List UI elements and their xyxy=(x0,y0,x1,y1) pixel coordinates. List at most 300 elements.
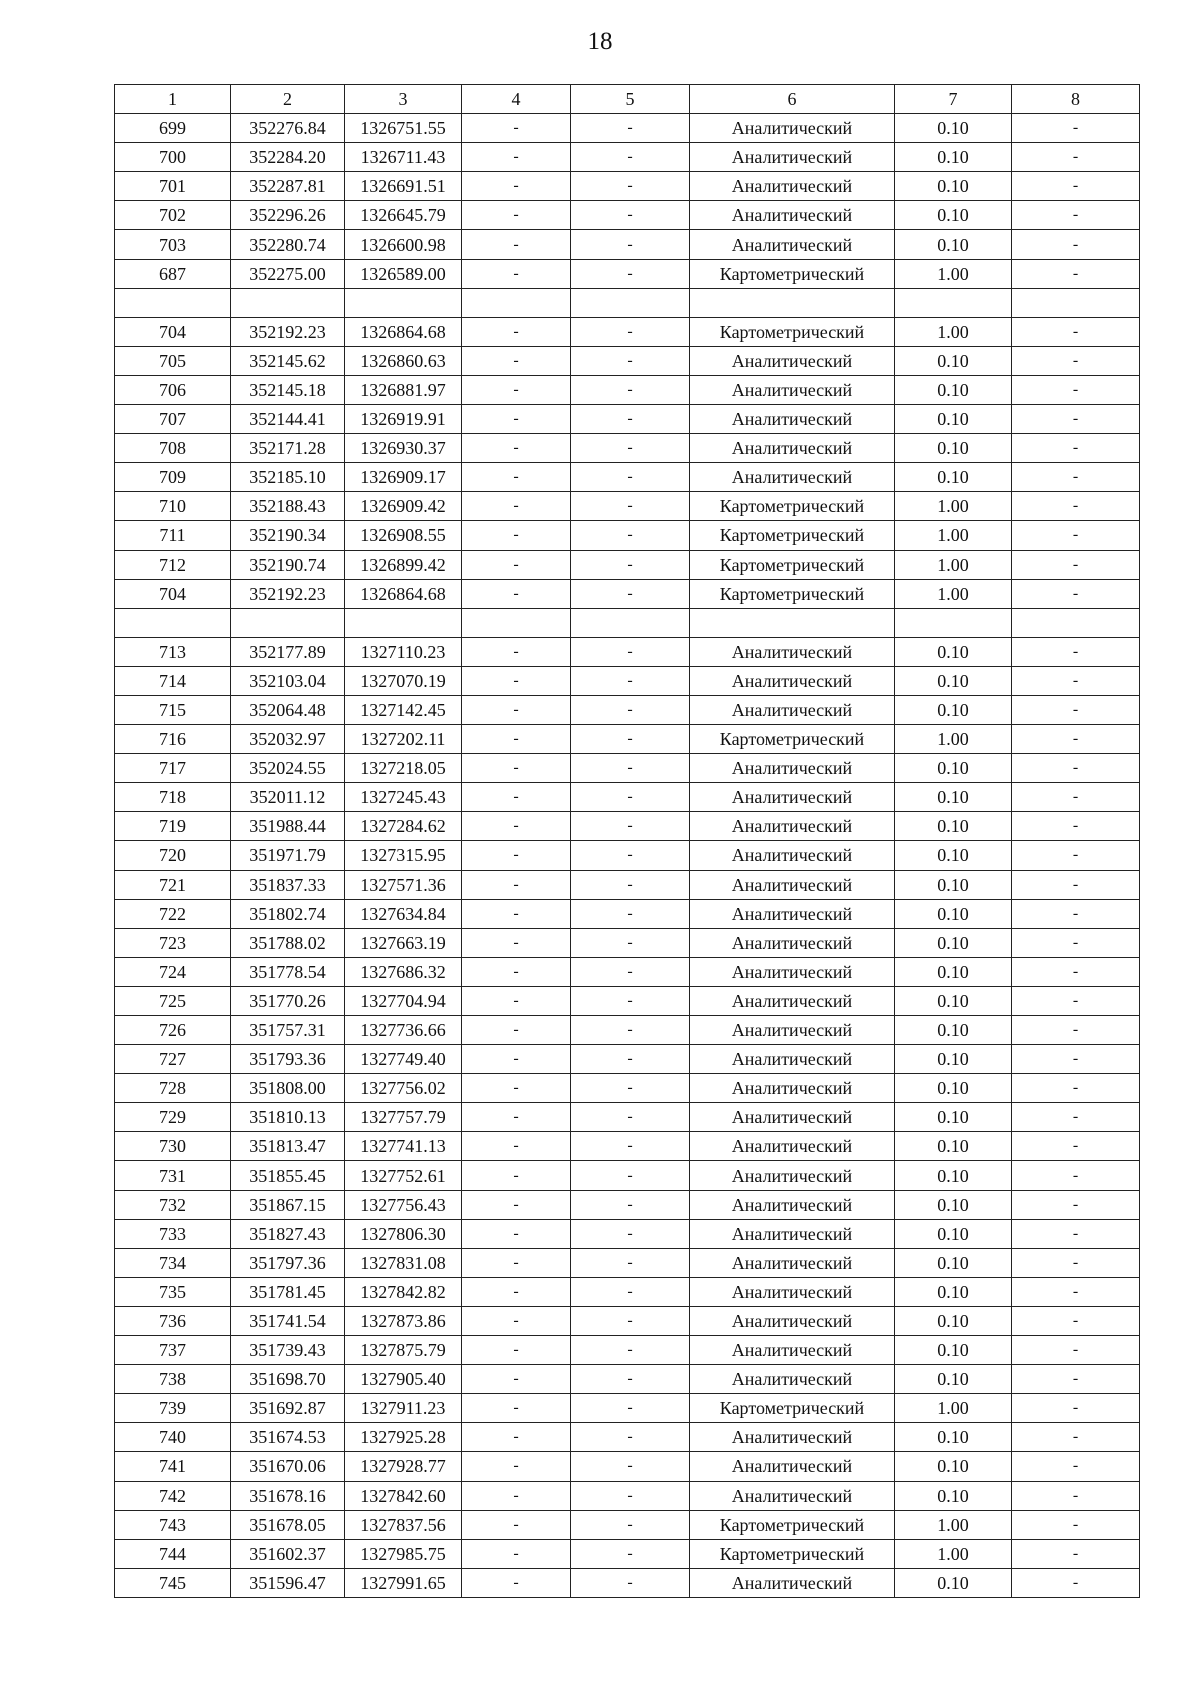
accuracy-cell: 0.10 xyxy=(895,1336,1012,1365)
x-coordinate-cell: 352177.89 xyxy=(231,637,345,666)
table-row xyxy=(115,1423,1140,1452)
accuracy-cell: 0.10 xyxy=(895,172,1012,201)
column-5-cell: - xyxy=(571,1394,690,1423)
column-8-cell: - xyxy=(1012,1306,1140,1335)
point-number-cell: 712 xyxy=(115,550,231,579)
y-coordinate-cell: 1327284.62 xyxy=(345,812,462,841)
y-coordinate-cell: 1326909.42 xyxy=(345,492,462,521)
column-8-cell: - xyxy=(1012,1074,1140,1103)
method-cell: Аналитический xyxy=(690,201,895,230)
table-row xyxy=(115,405,1140,434)
y-coordinate-cell: 1327757.79 xyxy=(345,1103,462,1132)
column-4-cell: - xyxy=(462,1190,571,1219)
method-cell: Аналитический xyxy=(690,1190,895,1219)
column-5-cell: - xyxy=(571,783,690,812)
method-cell: Аналитический xyxy=(690,986,895,1015)
column-5-cell: - xyxy=(571,1161,690,1190)
method-cell: Картометрический xyxy=(690,579,895,608)
y-coordinate-cell xyxy=(345,288,462,317)
accuracy-cell: 0.10 xyxy=(895,1219,1012,1248)
table-row xyxy=(115,1365,1140,1394)
point-number-cell: 711 xyxy=(115,521,231,550)
y-coordinate-cell: 1326600.98 xyxy=(345,230,462,259)
column-5-cell: - xyxy=(571,579,690,608)
column-4-cell: - xyxy=(462,1510,571,1539)
table-row xyxy=(115,1510,1140,1539)
table-row xyxy=(115,1161,1140,1190)
table-row xyxy=(115,1016,1140,1045)
point-number-cell: 721 xyxy=(115,870,231,899)
column-8-cell: - xyxy=(1012,1190,1140,1219)
method-cell: Аналитический xyxy=(690,1103,895,1132)
column-4-cell: - xyxy=(462,695,571,724)
y-coordinate-cell: 1327315.95 xyxy=(345,841,462,870)
column-5-cell: - xyxy=(571,1510,690,1539)
column-8-cell xyxy=(1012,608,1140,637)
table-row xyxy=(115,1452,1140,1481)
accuracy-cell: 0.10 xyxy=(895,899,1012,928)
point-number-cell: 699 xyxy=(115,114,231,143)
x-coordinate-cell: 352188.43 xyxy=(231,492,345,521)
column-5-cell: - xyxy=(571,870,690,899)
y-coordinate-cell: 1327985.75 xyxy=(345,1539,462,1568)
point-number-cell: 722 xyxy=(115,899,231,928)
point-number-cell: 737 xyxy=(115,1336,231,1365)
method-cell: Аналитический xyxy=(690,812,895,841)
coordinates-table xyxy=(114,84,1140,1598)
method-cell: Аналитический xyxy=(690,405,895,434)
point-number-cell: 708 xyxy=(115,434,231,463)
x-coordinate-cell: 352192.23 xyxy=(231,317,345,346)
point-number-cell: 716 xyxy=(115,725,231,754)
column-8-cell: - xyxy=(1012,114,1140,143)
y-coordinate-cell: 1327749.40 xyxy=(345,1045,462,1074)
column-4-cell: - xyxy=(462,1219,571,1248)
column-4-cell: - xyxy=(462,841,571,870)
y-coordinate-cell: 1326864.68 xyxy=(345,579,462,608)
column-header-4: 4 xyxy=(462,85,571,114)
point-number-cell: 704 xyxy=(115,579,231,608)
column-5-cell: - xyxy=(571,957,690,986)
column-5-cell: - xyxy=(571,1452,690,1481)
y-coordinate-cell: 1327756.43 xyxy=(345,1190,462,1219)
method-cell: Аналитический xyxy=(690,1277,895,1306)
table-row xyxy=(115,463,1140,492)
column-4-cell: - xyxy=(462,637,571,666)
column-8-cell: - xyxy=(1012,1161,1140,1190)
point-number-cell: 739 xyxy=(115,1394,231,1423)
point-number-cell: 702 xyxy=(115,201,231,230)
column-8-cell: - xyxy=(1012,1045,1140,1074)
column-8-cell: - xyxy=(1012,463,1140,492)
column-header-2: 2 xyxy=(231,85,345,114)
column-8-cell: - xyxy=(1012,725,1140,754)
point-number-cell: 701 xyxy=(115,172,231,201)
table-row xyxy=(115,201,1140,230)
point-number-cell: 700 xyxy=(115,143,231,172)
column-5-cell: - xyxy=(571,317,690,346)
y-coordinate-cell: 1327928.77 xyxy=(345,1452,462,1481)
column-4-cell: - xyxy=(462,259,571,288)
x-coordinate-cell: 351802.74 xyxy=(231,899,345,928)
method-cell: Аналитический xyxy=(690,346,895,375)
x-coordinate-cell: 351788.02 xyxy=(231,928,345,957)
column-5-cell: - xyxy=(571,754,690,783)
accuracy-cell: 1.00 xyxy=(895,492,1012,521)
column-4-cell: - xyxy=(462,405,571,434)
accuracy-cell: 0.10 xyxy=(895,1481,1012,1510)
column-5-cell: - xyxy=(571,1365,690,1394)
table-row xyxy=(115,1336,1140,1365)
y-coordinate-cell: 1326751.55 xyxy=(345,114,462,143)
accuracy-cell: 0.10 xyxy=(895,1306,1012,1335)
column-5-cell: - xyxy=(571,1336,690,1365)
column-5-cell: - xyxy=(571,1103,690,1132)
y-coordinate-cell: 1326589.00 xyxy=(345,259,462,288)
y-coordinate-cell: 1327991.65 xyxy=(345,1568,462,1597)
column-8-cell: - xyxy=(1012,492,1140,521)
column-8-cell: - xyxy=(1012,550,1140,579)
y-coordinate-cell: 1326864.68 xyxy=(345,317,462,346)
column-4-cell: - xyxy=(462,550,571,579)
method-cell: Аналитический xyxy=(690,695,895,724)
table-row xyxy=(115,1132,1140,1161)
point-number-cell: 714 xyxy=(115,666,231,695)
x-coordinate-cell: 352276.84 xyxy=(231,114,345,143)
column-8-cell: - xyxy=(1012,1452,1140,1481)
column-5-cell: - xyxy=(571,899,690,928)
y-coordinate-cell: 1327142.45 xyxy=(345,695,462,724)
point-number-cell xyxy=(115,608,231,637)
y-coordinate-cell: 1326645.79 xyxy=(345,201,462,230)
y-coordinate-cell: 1326691.51 xyxy=(345,172,462,201)
point-number-cell: 733 xyxy=(115,1219,231,1248)
table-row xyxy=(115,666,1140,695)
table-row xyxy=(115,143,1140,172)
y-coordinate-cell: 1326899.42 xyxy=(345,550,462,579)
method-cell: Аналитический xyxy=(690,1423,895,1452)
accuracy-cell: 0.10 xyxy=(895,870,1012,899)
column-8-cell: - xyxy=(1012,1423,1140,1452)
point-number-cell: 744 xyxy=(115,1539,231,1568)
accuracy-cell: 1.00 xyxy=(895,521,1012,550)
point-number-cell: 725 xyxy=(115,986,231,1015)
column-5-cell: - xyxy=(571,230,690,259)
method-cell: Аналитический xyxy=(690,841,895,870)
point-number-cell: 740 xyxy=(115,1423,231,1452)
method-cell: Аналитический xyxy=(690,1306,895,1335)
column-4-cell: - xyxy=(462,434,571,463)
x-coordinate-cell: 352287.81 xyxy=(231,172,345,201)
method-cell: Картометрический xyxy=(690,550,895,579)
x-coordinate-cell: 352284.20 xyxy=(231,143,345,172)
column-5-cell: - xyxy=(571,812,690,841)
accuracy-cell: 0.10 xyxy=(895,143,1012,172)
method-cell: Аналитический xyxy=(690,1481,895,1510)
method-cell: Аналитический xyxy=(690,666,895,695)
y-coordinate-cell: 1327875.79 xyxy=(345,1336,462,1365)
y-coordinate-cell: 1327842.82 xyxy=(345,1277,462,1306)
y-coordinate-cell: 1326930.37 xyxy=(345,434,462,463)
method-cell: Аналитический xyxy=(690,1045,895,1074)
table-row xyxy=(115,637,1140,666)
column-4-cell: - xyxy=(462,1452,571,1481)
point-number-cell: 710 xyxy=(115,492,231,521)
x-coordinate-cell: 351810.13 xyxy=(231,1103,345,1132)
column-5-cell: - xyxy=(571,928,690,957)
point-number-cell: 704 xyxy=(115,317,231,346)
x-coordinate-cell: 352296.26 xyxy=(231,201,345,230)
column-header-3: 3 xyxy=(345,85,462,114)
accuracy-cell: 0.10 xyxy=(895,1568,1012,1597)
y-coordinate-cell: 1327911.23 xyxy=(345,1394,462,1423)
column-4-cell: - xyxy=(462,114,571,143)
column-8-cell: - xyxy=(1012,754,1140,783)
column-8-cell: - xyxy=(1012,1394,1140,1423)
column-4-cell: - xyxy=(462,1248,571,1277)
table-row xyxy=(115,1219,1140,1248)
column-4-cell: - xyxy=(462,201,571,230)
column-4-cell: - xyxy=(462,1365,571,1394)
column-4-cell: - xyxy=(462,579,571,608)
method-cell: Аналитический xyxy=(690,434,895,463)
accuracy-cell: 0.10 xyxy=(895,841,1012,870)
x-coordinate-cell: 351837.33 xyxy=(231,870,345,899)
point-number-cell: 719 xyxy=(115,812,231,841)
accuracy-cell: 0.10 xyxy=(895,1045,1012,1074)
method-cell: Аналитический xyxy=(690,1132,895,1161)
y-coordinate-cell: 1327218.05 xyxy=(345,754,462,783)
table-row xyxy=(115,1306,1140,1335)
point-number-cell: 736 xyxy=(115,1306,231,1335)
x-coordinate-cell: 351988.44 xyxy=(231,812,345,841)
accuracy-cell: 0.10 xyxy=(895,957,1012,986)
column-5-cell: - xyxy=(571,201,690,230)
method-cell: Картометрический xyxy=(690,492,895,521)
x-coordinate-cell: 351741.54 xyxy=(231,1306,345,1335)
x-coordinate-cell: 351855.45 xyxy=(231,1161,345,1190)
column-8-cell: - xyxy=(1012,1248,1140,1277)
column-4-cell: - xyxy=(462,230,571,259)
table-row xyxy=(115,114,1140,143)
x-coordinate-cell: 351778.54 xyxy=(231,957,345,986)
column-8-cell: - xyxy=(1012,899,1140,928)
accuracy-cell: 0.10 xyxy=(895,201,1012,230)
x-coordinate-cell: 352103.04 xyxy=(231,666,345,695)
column-8-cell: - xyxy=(1012,434,1140,463)
column-4-cell: - xyxy=(462,754,571,783)
table-row xyxy=(115,1539,1140,1568)
column-4-cell: - xyxy=(462,1423,571,1452)
column-5-cell: - xyxy=(571,114,690,143)
point-number-cell: 727 xyxy=(115,1045,231,1074)
x-coordinate-cell: 352144.41 xyxy=(231,405,345,434)
column-5-cell xyxy=(571,608,690,637)
y-coordinate-cell: 1327842.60 xyxy=(345,1481,462,1510)
column-5-cell: - xyxy=(571,1423,690,1452)
accuracy-cell: 0.10 xyxy=(895,375,1012,404)
column-8-cell: - xyxy=(1012,666,1140,695)
column-5-cell: - xyxy=(571,550,690,579)
column-4-cell: - xyxy=(462,812,571,841)
table-row xyxy=(115,1045,1140,1074)
column-4-cell: - xyxy=(462,725,571,754)
column-5-cell: - xyxy=(571,434,690,463)
column-4-cell: - xyxy=(462,1132,571,1161)
x-coordinate-cell: 352185.10 xyxy=(231,463,345,492)
method-cell: Аналитический xyxy=(690,754,895,783)
accuracy-cell: 0.10 xyxy=(895,434,1012,463)
column-4-cell: - xyxy=(462,1277,571,1306)
y-coordinate-cell: 1326881.97 xyxy=(345,375,462,404)
y-coordinate-cell: 1327202.11 xyxy=(345,725,462,754)
point-number-cell: 703 xyxy=(115,230,231,259)
column-5-cell: - xyxy=(571,1190,690,1219)
point-number-cell: 718 xyxy=(115,783,231,812)
point-number-cell: 742 xyxy=(115,1481,231,1510)
table-row xyxy=(115,870,1140,899)
table-row xyxy=(115,288,1140,317)
method-cell: Аналитический xyxy=(690,463,895,492)
method-cell xyxy=(690,608,895,637)
x-coordinate-cell: 351692.87 xyxy=(231,1394,345,1423)
column-8-cell: - xyxy=(1012,957,1140,986)
table-row xyxy=(115,812,1140,841)
column-8-cell: - xyxy=(1012,1132,1140,1161)
table-row xyxy=(115,1568,1140,1597)
column-8-cell: - xyxy=(1012,521,1140,550)
method-cell: Аналитический xyxy=(690,783,895,812)
column-4-cell xyxy=(462,288,571,317)
column-header-8: 8 xyxy=(1012,85,1140,114)
table-header xyxy=(115,85,1140,114)
accuracy-cell: 1.00 xyxy=(895,579,1012,608)
accuracy-cell: 0.10 xyxy=(895,637,1012,666)
accuracy-cell: 0.10 xyxy=(895,695,1012,724)
column-5-cell: - xyxy=(571,1219,690,1248)
column-5-cell: - xyxy=(571,521,690,550)
column-4-cell: - xyxy=(462,1161,571,1190)
x-coordinate-cell: 351757.31 xyxy=(231,1016,345,1045)
method-cell: Картометрический xyxy=(690,259,895,288)
column-4-cell: - xyxy=(462,928,571,957)
column-4-cell: - xyxy=(462,1045,571,1074)
y-coordinate-cell: 1327905.40 xyxy=(345,1365,462,1394)
point-number-cell: 707 xyxy=(115,405,231,434)
column-4-cell: - xyxy=(462,986,571,1015)
column-8-cell: - xyxy=(1012,1219,1140,1248)
x-coordinate-cell: 352032.97 xyxy=(231,725,345,754)
y-coordinate-cell: 1327741.13 xyxy=(345,1132,462,1161)
x-coordinate-cell: 352171.28 xyxy=(231,434,345,463)
method-cell: Аналитический xyxy=(690,957,895,986)
x-coordinate-cell: 351867.15 xyxy=(231,1190,345,1219)
y-coordinate-cell: 1327752.61 xyxy=(345,1161,462,1190)
column-8-cell xyxy=(1012,288,1140,317)
column-4-cell: - xyxy=(462,1103,571,1132)
x-coordinate-cell: 351797.36 xyxy=(231,1248,345,1277)
column-4-cell: - xyxy=(462,1481,571,1510)
column-8-cell: - xyxy=(1012,1539,1140,1568)
column-5-cell: - xyxy=(571,463,690,492)
table-row xyxy=(115,986,1140,1015)
method-cell: Аналитический xyxy=(690,1219,895,1248)
column-5-cell: - xyxy=(571,259,690,288)
column-5-cell: - xyxy=(571,1248,690,1277)
table-row xyxy=(115,172,1140,201)
column-8-cell: - xyxy=(1012,172,1140,201)
y-coordinate-cell: 1326860.63 xyxy=(345,346,462,375)
table-row xyxy=(115,1103,1140,1132)
accuracy-cell: 0.10 xyxy=(895,1190,1012,1219)
y-coordinate-cell: 1327873.86 xyxy=(345,1306,462,1335)
column-5-cell: - xyxy=(571,143,690,172)
column-8-cell: - xyxy=(1012,143,1140,172)
column-8-cell: - xyxy=(1012,1103,1140,1132)
column-5-cell: - xyxy=(571,725,690,754)
column-5-cell: - xyxy=(571,1016,690,1045)
accuracy-cell: 0.10 xyxy=(895,754,1012,783)
method-cell: Картометрический xyxy=(690,1394,895,1423)
x-coordinate-cell: 352190.34 xyxy=(231,521,345,550)
table-row xyxy=(115,1074,1140,1103)
method-cell: Картометрический xyxy=(690,1539,895,1568)
accuracy-cell xyxy=(895,288,1012,317)
y-coordinate-cell: 1327245.43 xyxy=(345,783,462,812)
column-5-cell: - xyxy=(571,637,690,666)
x-coordinate-cell: 352190.74 xyxy=(231,550,345,579)
accuracy-cell: 0.10 xyxy=(895,666,1012,695)
column-4-cell: - xyxy=(462,783,571,812)
accuracy-cell: 0.10 xyxy=(895,1103,1012,1132)
x-coordinate-cell: 351781.45 xyxy=(231,1277,345,1306)
column-8-cell: - xyxy=(1012,1365,1140,1394)
accuracy-cell: 0.10 xyxy=(895,928,1012,957)
column-8-cell: - xyxy=(1012,346,1140,375)
method-cell: Аналитический xyxy=(690,172,895,201)
method-cell: Аналитический xyxy=(690,928,895,957)
column-4-cell: - xyxy=(462,899,571,928)
accuracy-cell: 1.00 xyxy=(895,1394,1012,1423)
point-number-cell: 709 xyxy=(115,463,231,492)
column-4-cell: - xyxy=(462,346,571,375)
method-cell: Аналитический xyxy=(690,1161,895,1190)
column-8-cell: - xyxy=(1012,1277,1140,1306)
table-row xyxy=(115,1190,1140,1219)
y-coordinate-cell: 1327070.19 xyxy=(345,666,462,695)
table-row xyxy=(115,841,1140,870)
column-5-cell: - xyxy=(571,375,690,404)
y-coordinate-cell: 1326919.91 xyxy=(345,405,462,434)
column-5-cell: - xyxy=(571,1539,690,1568)
accuracy-cell: 0.10 xyxy=(895,1016,1012,1045)
y-coordinate-cell xyxy=(345,608,462,637)
accuracy-cell: 0.10 xyxy=(895,1365,1012,1394)
column-8-cell: - xyxy=(1012,986,1140,1015)
x-coordinate-cell: 351808.00 xyxy=(231,1074,345,1103)
column-5-cell: - xyxy=(571,1074,690,1103)
column-5-cell: - xyxy=(571,1306,690,1335)
method-cell: Аналитический xyxy=(690,870,895,899)
column-4-cell: - xyxy=(462,1394,571,1423)
method-cell: Аналитический xyxy=(690,1074,895,1103)
accuracy-cell: 1.00 xyxy=(895,259,1012,288)
column-8-cell: - xyxy=(1012,1510,1140,1539)
column-8-cell: - xyxy=(1012,783,1140,812)
point-number-cell: 731 xyxy=(115,1161,231,1190)
point-number-cell: 735 xyxy=(115,1277,231,1306)
x-coordinate-cell: 352275.00 xyxy=(231,259,345,288)
